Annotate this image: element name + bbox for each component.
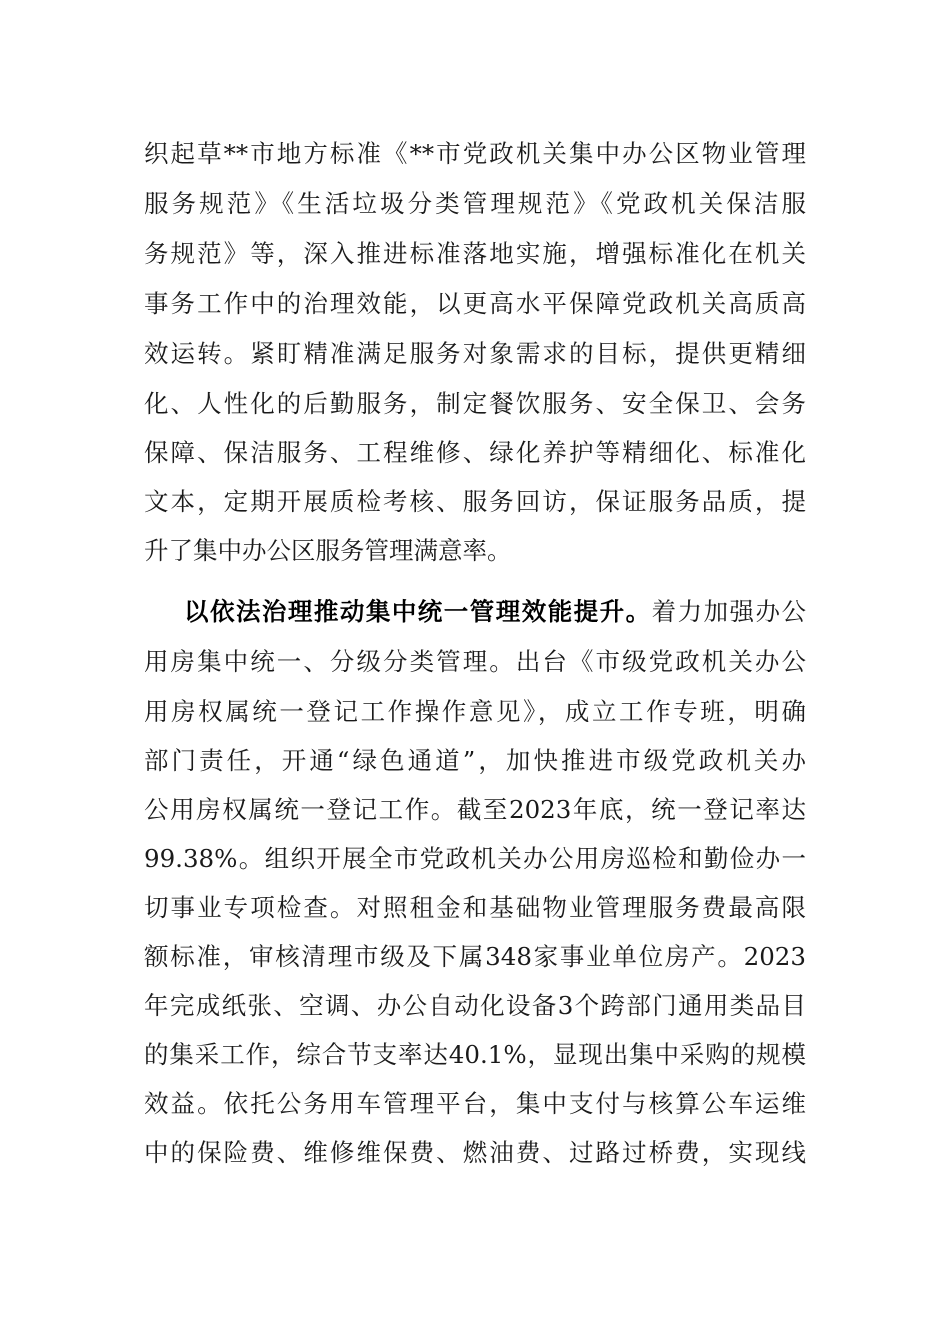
paragraph-2-line-2: 用房集中统一、分级分类管理。出台《市级党政机关办公 xyxy=(144,647,806,676)
paragraph-1-line-3: 务规范》等，深入推进标准落地实施，增强标准化在机关 xyxy=(144,239,806,268)
paragraph-2-line-5: 公用房权属统一登记工作。截至2023年底，统一登记率达 xyxy=(144,795,806,824)
paragraph-2-line-8: 额标准，审核清理市级及下属348家事业单位房产。2023 xyxy=(144,942,806,971)
paragraph-1-line-9: 升了集中办公区服务管理满意率。 xyxy=(144,536,512,565)
paragraph-2-line-11: 效益。依托公务用车管理平台，集中支付与核算公车运维 xyxy=(144,1089,806,1118)
paragraph-2-heading: 以依法治理推动集中统一管理效能提升。 xyxy=(184,597,652,626)
paragraph-2-line-10: 的集采工作，综合节支率达40.1%，显现出集中采购的规模 xyxy=(144,1040,806,1069)
paragraph-2-first-line-rest: 着力加强办公 xyxy=(651,597,807,626)
paragraph-2-line-4: 部门责任，开通“绿色通道”，加快推进市级党政机关办 xyxy=(144,746,806,775)
paragraph-1-line-5: 效运转。紧盯精准满足服务对象需求的目标，提供更精细 xyxy=(144,339,806,368)
paragraph-2-line-3: 用房权属统一登记工作操作意见》，成立工作专班，明确 xyxy=(144,697,806,726)
paragraph-2-line-7: 切事业专项检查。对照租金和基础物业管理服务费最高限 xyxy=(144,893,806,922)
paragraph-2-line-9: 年完成纸张、空调、办公自动化设备3个跨部门通用类品目 xyxy=(144,991,806,1020)
paragraph-2-line-12: 中的保险费、维修维保费、燃油费、过路过桥费，实现线 xyxy=(144,1138,806,1167)
paragraph-1-line-6: 化、人性化的后勤服务，制定餐饮服务、安全保卫、会务 xyxy=(144,389,806,418)
paragraph-2-line-6: 99.38%。组织开展全市党政机关办公用房巡检和勤俭办一 xyxy=(144,844,806,873)
paragraph-1-line-4: 事务工作中的治理效能，以更高水平保障党政机关高质高 xyxy=(144,289,806,318)
paragraph-1-line-8: 文本，定期开展质检考核、服务回访，保证服务品质，提 xyxy=(144,487,806,516)
paragraph-1-line-2: 服务规范》《生活垃圾分类管理规范》《党政机关保洁服 xyxy=(144,189,806,218)
paragraph-2-line-1 xyxy=(184,592,806,632)
paragraph-1-line-7: 保障、保洁服务、工程维修、绿化养护等精细化、标准化 xyxy=(144,438,806,467)
paragraph-1-line-1: 织起草**市地方标准《**市党政机关集中办公区物业管理 xyxy=(144,139,806,168)
